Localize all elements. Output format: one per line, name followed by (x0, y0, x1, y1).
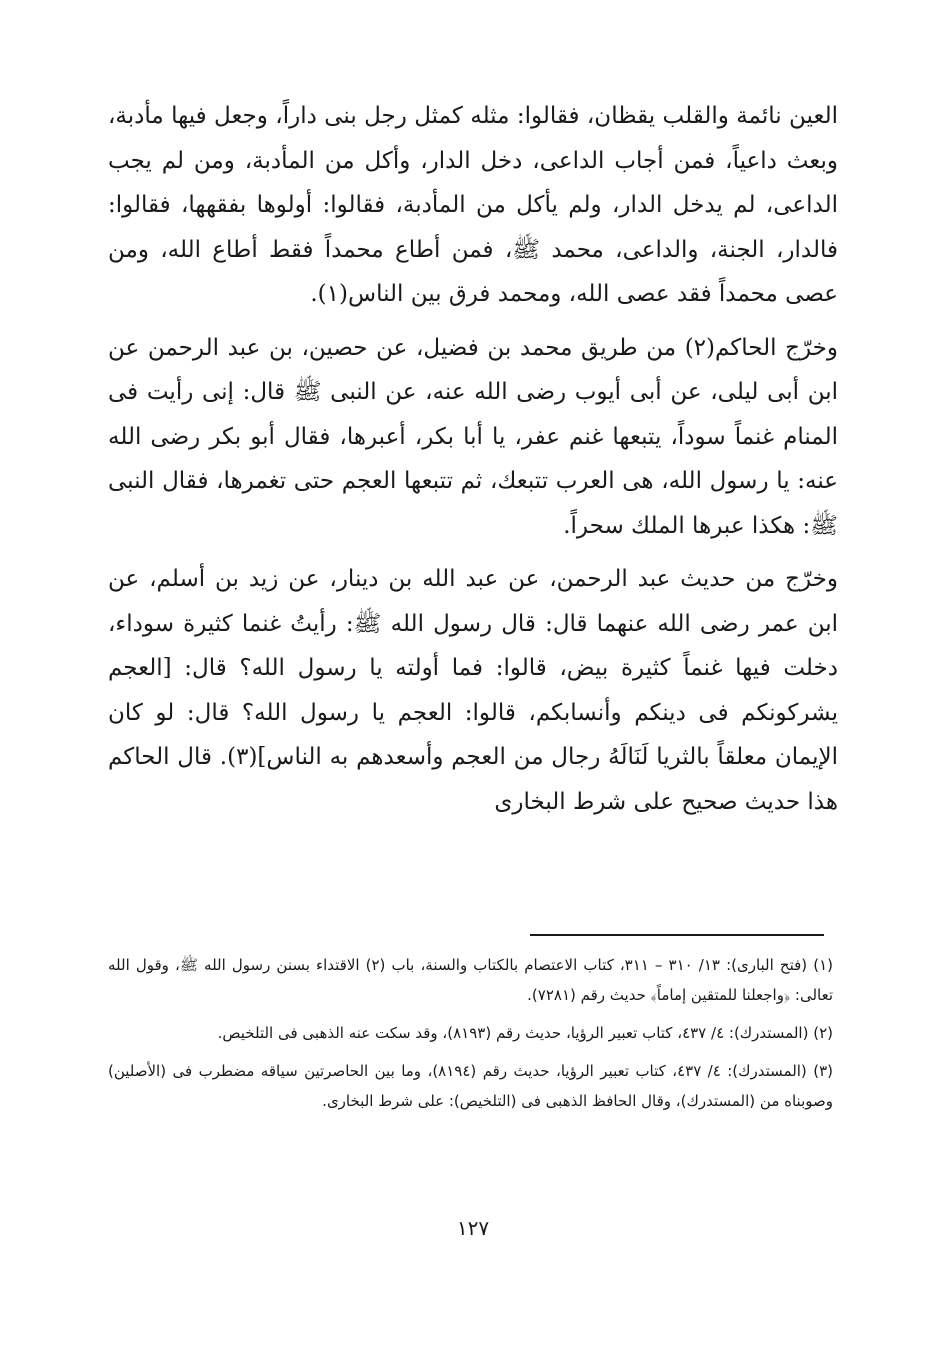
footnote-2: (٢) (المستدرك): ٤/ ٤٣٧، كتاب تعبير الرؤيا، حديث رقم (٨١٩٣)، وقد سكت عنه الذهبى فى التلخيص. (217, 1024, 833, 1042)
footnote-divider (530, 934, 824, 936)
paragraph-3: وخرّج من حديث عبد الرحمن، عن عبد الله بن دينار، عن زيد بن أسلم، عن ابن عمر رضى الله عنهما قال: قال رسول الله ﷺ: رأيتُ غنما كثيرة سوداء، دخلت فيها غنماً كثيرة بيض، قالوا: فما أولته يا رسول الله؟ قال: [العجم يشركونكم فى دينكم وأنسابكم، قالوا: العجم يا رسول الله؟ قال: لو كان الإيمان معلقاً بالثريا لَنَالَهُ رجال من العجم وأسعدهم به الناس](٣). قال الحاكم هذا حديث صحيح على شرط البخارى (108, 566, 838, 815)
footnote-3: (٣) (المستدرك): ٤/ ٤٣٧، كتاب تعبير الرؤيا، حديث رقم (٨١٩٤)، وما بين الحاصرتين سياقه مضطرب فى (الأصلين) وصوبناه من (المستدرك)، وقال الحافظ الذهبى فى (التلخيص): على شرط البخارى. (108, 1062, 833, 1110)
main-text-block (108, 94, 838, 833)
page-number: ١٢٧ (456, 1216, 490, 1240)
footnote-1: (١) (فتح البارى): ١٣/ ٣١٠ – ٣١١، كتاب الاعتصام بالكتاب والسنة، باب (٢) الاقتداء بسنن رسول الله ﷺ، وقول الله تعالى: ﴿واجعلنا للمتقين إماماً﴾ حديث رقم (٧٢٨١). (108, 956, 833, 1004)
footnotes-block (108, 950, 833, 1124)
paragraph-1: العين نائمة والقلب يقظان، فقالوا: مثله كمثل رجل بنى داراً، وجعل فيها مأدبة، وبعث داعياً، فمن أجاب الداعى، دخل الدار، وأكل من المأدبة، ومن لم يجب الداعى، لم يدخل الدار، ولم يأكل من المأدبة، فقالوا: أولوها بفقهها، فقالوا: فالدار، الجنة، والداعى، محمد ﷺ، فمن أطاع محمداً فقط أطاع الله، ومن عصى محمداً فقد عصى الله، ومحمد فرق بين الناس(١). (108, 103, 838, 307)
paragraph-2: وخرّج الحاكم(٢) من طريق محمد بن فضيل، عن حصين، بن عبد الرحمن عن ابن أبى ليلى، عن أبى أيوب رضى الله عنه، عن النبى ﷺ قال: إنى رأيت فى المنام غنماً سوداً، يتبعها غنم عفر، يا أبا بكر، أعبرها، فقال أبو بكر رضى الله عنه: يا رسول الله، هى العرب تتبعك، ثم تتبعها العجم حتى تغمرها، فقال النبى ﷺ: هكذا عبرها الملك سحراً. (108, 334, 838, 539)
